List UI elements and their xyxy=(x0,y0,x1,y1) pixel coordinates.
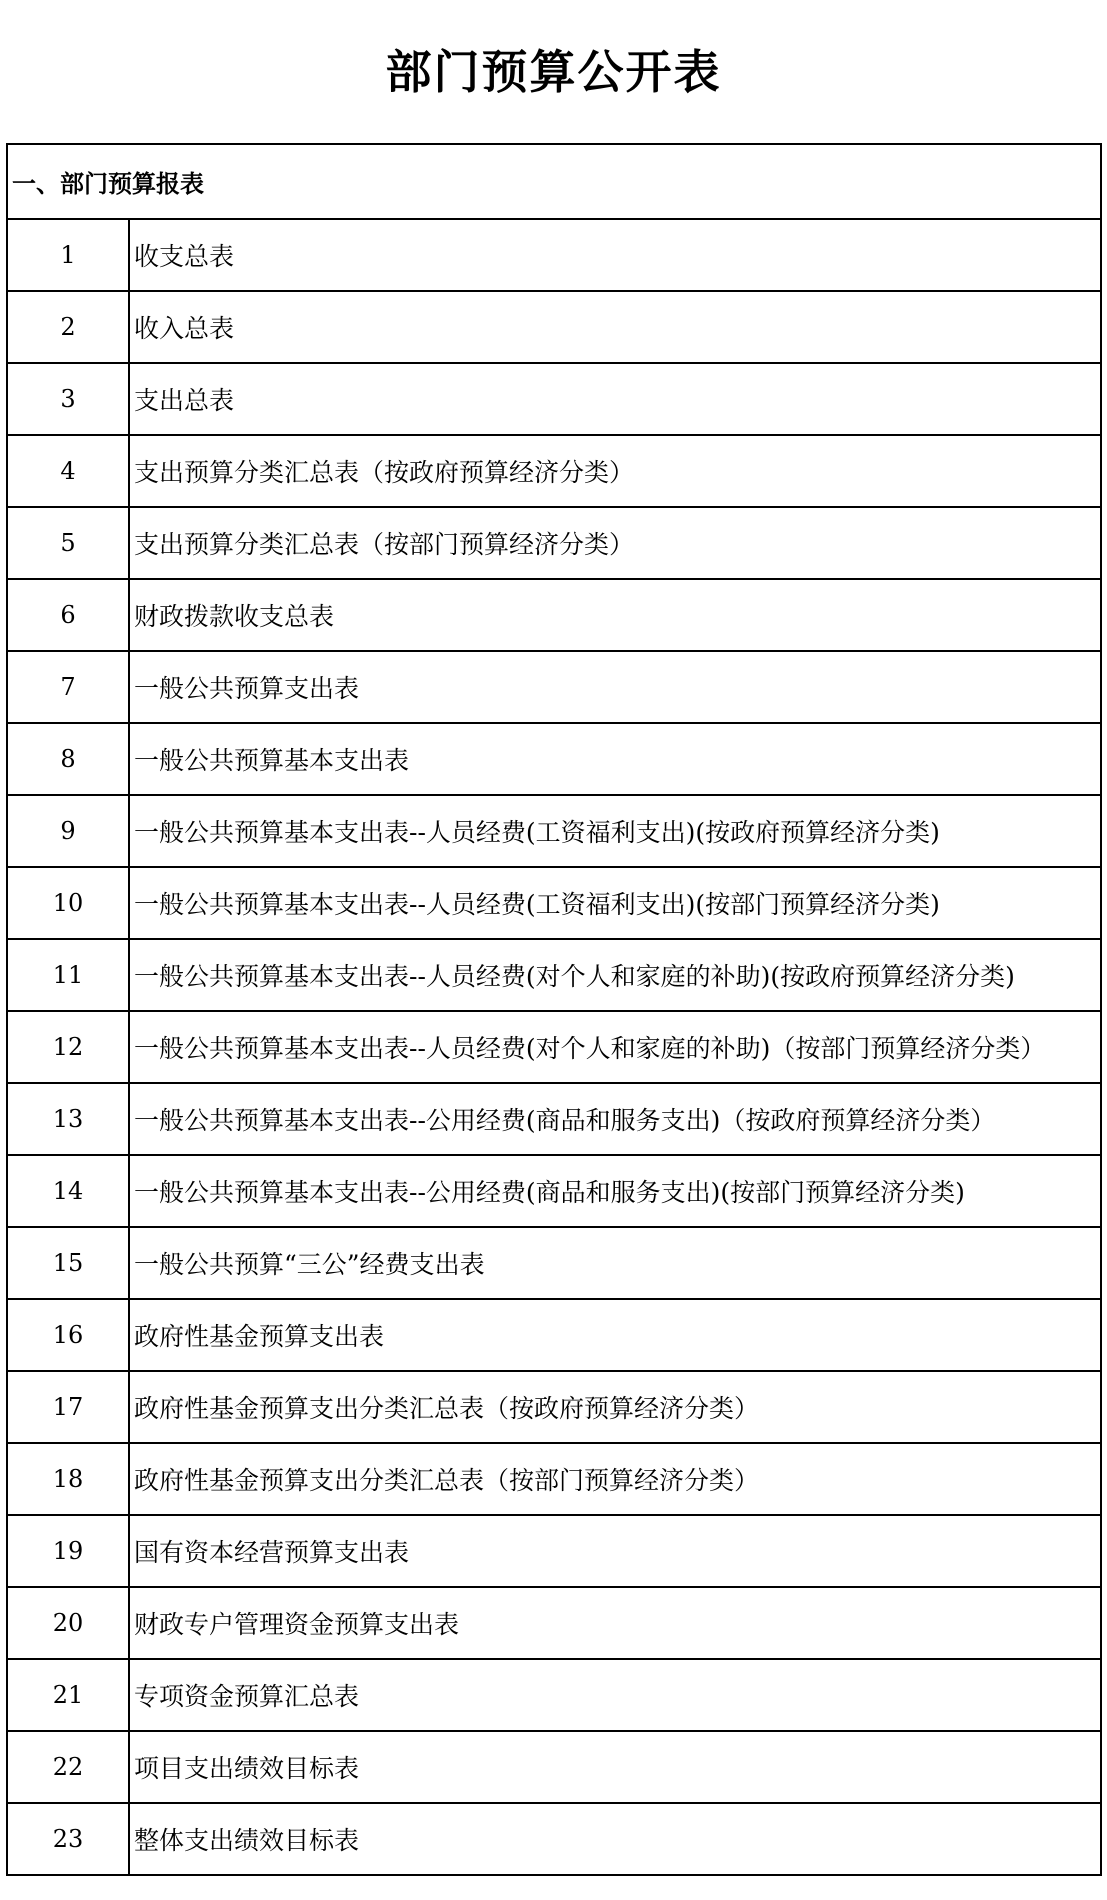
report-name: 一般公共预算基本支出表--人员经费(工资福利支出)(按部门预算经济分类) xyxy=(129,867,1101,939)
row-number: 21 xyxy=(7,1659,129,1731)
table-row xyxy=(7,1803,1101,1875)
table-row xyxy=(7,1083,1101,1155)
row-number: 1 xyxy=(7,219,129,291)
row-number: 20 xyxy=(7,1587,129,1659)
table-row xyxy=(7,1659,1101,1731)
report-name: 国有资本经营预算支出表 xyxy=(129,1515,1101,1587)
table-row xyxy=(7,1587,1101,1659)
table-row xyxy=(7,939,1101,1011)
row-number: 6 xyxy=(7,579,129,651)
row-number: 13 xyxy=(7,1083,129,1155)
table-row xyxy=(7,795,1101,867)
report-name: 一般公共预算基本支出表--公用经费(商品和服务支出)(按部门预算经济分类) xyxy=(129,1155,1101,1227)
report-name: 一般公共预算支出表 xyxy=(129,651,1101,723)
report-name: 一般公共预算基本支出表--公用经费(商品和服务支出)（按政府预算经济分类） xyxy=(129,1083,1101,1155)
row-number: 5 xyxy=(7,507,129,579)
report-name: 一般公共预算“三公”经费支出表 xyxy=(129,1227,1101,1299)
report-name: 一般公共预算基本支出表--人员经费(工资福利支出)(按政府预算经济分类) xyxy=(129,795,1101,867)
report-name: 政府性基金预算支出表 xyxy=(129,1299,1101,1371)
table-row xyxy=(7,579,1101,651)
row-number: 14 xyxy=(7,1155,129,1227)
table-row xyxy=(7,507,1101,579)
report-name: 专项资金预算汇总表 xyxy=(129,1659,1101,1731)
row-number: 8 xyxy=(7,723,129,795)
table-row xyxy=(7,1227,1101,1299)
table-row xyxy=(7,867,1101,939)
report-name: 支出预算分类汇总表（按政府预算经济分类） xyxy=(129,435,1101,507)
table-row xyxy=(7,1515,1101,1587)
table-row xyxy=(7,1731,1101,1803)
row-number: 4 xyxy=(7,435,129,507)
report-name: 一般公共预算基本支出表--人员经费(对个人和家庭的补助)（按部门预算经济分类） xyxy=(129,1011,1101,1083)
row-number: 19 xyxy=(7,1515,129,1587)
row-number: 23 xyxy=(7,1803,129,1875)
report-name: 项目支出绩效目标表 xyxy=(129,1731,1101,1803)
table-row xyxy=(7,1011,1101,1083)
report-name: 支出预算分类汇总表（按部门预算经济分类） xyxy=(129,507,1101,579)
table-body xyxy=(7,144,1101,1875)
page-title: 部门预算公开表 xyxy=(385,45,722,99)
row-number: 11 xyxy=(7,939,129,1011)
table-row xyxy=(7,363,1101,435)
table-row xyxy=(7,1155,1101,1227)
table-row xyxy=(7,291,1101,363)
table-row xyxy=(7,1371,1101,1443)
report-name: 收入总表 xyxy=(129,291,1101,363)
report-table xyxy=(6,143,1102,1876)
report-name: 一般公共预算基本支出表--人员经费(对个人和家庭的补助)(按政府预算经济分类) xyxy=(129,939,1101,1011)
table-row xyxy=(7,435,1101,507)
row-number: 16 xyxy=(7,1299,129,1371)
row-number: 2 xyxy=(7,291,129,363)
report-name: 整体支出绩效目标表 xyxy=(129,1803,1101,1875)
report-name: 财政拨款收支总表 xyxy=(129,579,1101,651)
row-number: 17 xyxy=(7,1371,129,1443)
report-name: 政府性基金预算支出分类汇总表（按部门预算经济分类） xyxy=(129,1443,1101,1515)
table-row xyxy=(7,723,1101,795)
row-number: 3 xyxy=(7,363,129,435)
row-number: 9 xyxy=(7,795,129,867)
row-number: 18 xyxy=(7,1443,129,1515)
row-number: 7 xyxy=(7,651,129,723)
table-row xyxy=(7,219,1101,291)
report-name: 收支总表 xyxy=(129,219,1101,291)
table-row xyxy=(7,651,1101,723)
report-name: 一般公共预算基本支出表 xyxy=(129,723,1101,795)
table-row xyxy=(7,1299,1101,1371)
section-header-row xyxy=(7,144,1101,219)
report-name: 财政专户管理资金预算支出表 xyxy=(129,1587,1101,1659)
report-name: 支出总表 xyxy=(129,363,1101,435)
row-number: 15 xyxy=(7,1227,129,1299)
row-number: 22 xyxy=(7,1731,129,1803)
row-number: 10 xyxy=(7,867,129,939)
report-name: 政府性基金预算支出分类汇总表（按政府预算经济分类） xyxy=(129,1371,1101,1443)
section-heading: 一、部门预算报表 xyxy=(7,144,1101,219)
table-row xyxy=(7,1443,1101,1515)
row-number: 12 xyxy=(7,1011,129,1083)
